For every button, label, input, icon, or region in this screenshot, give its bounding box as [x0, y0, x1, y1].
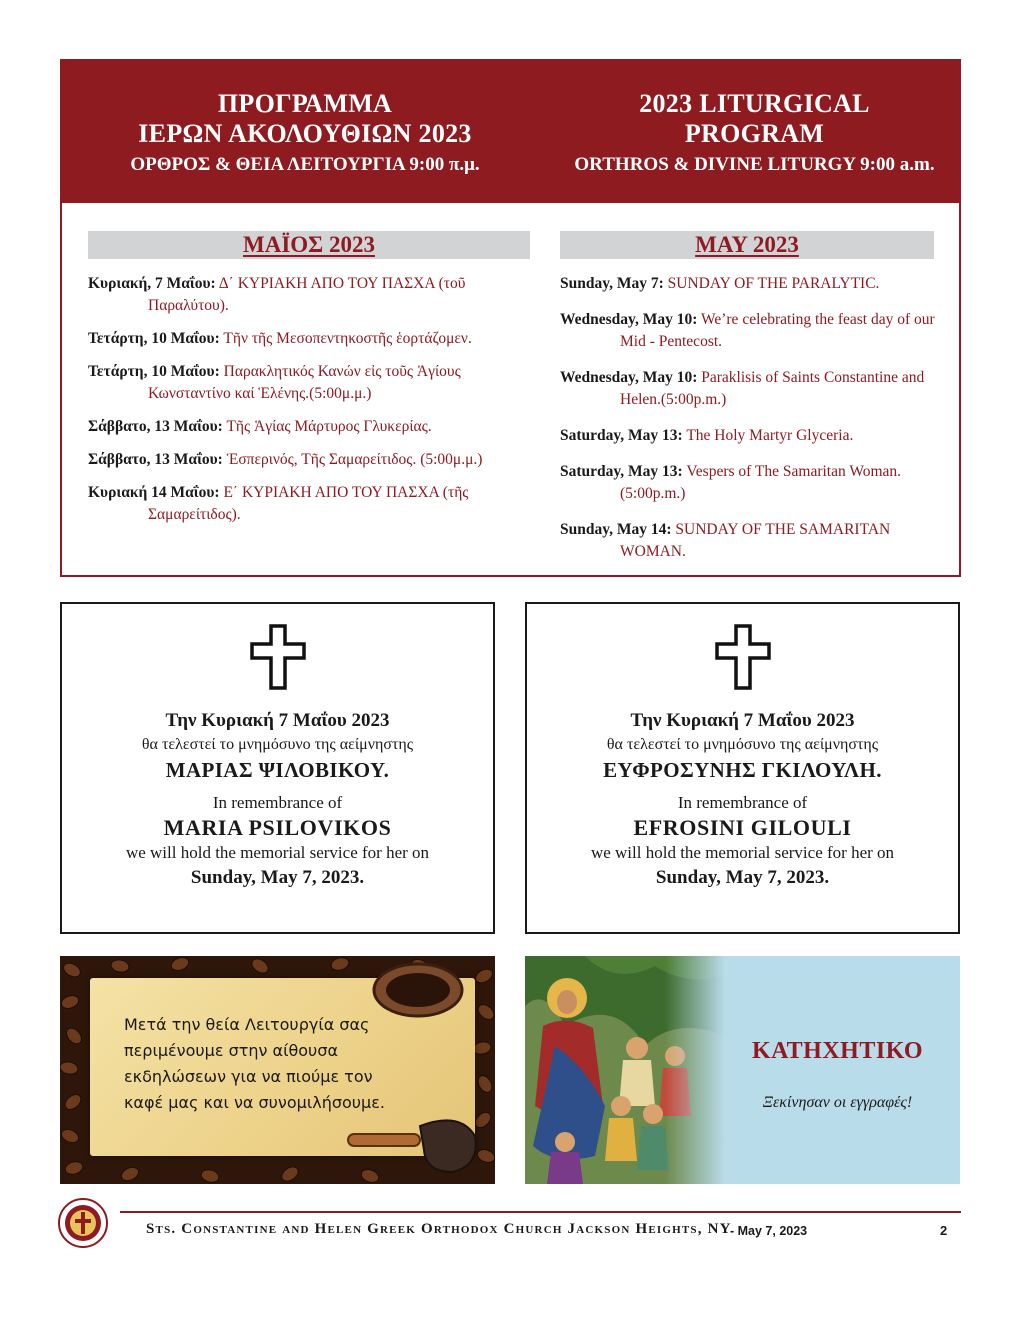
event-text: SUNDAY OF THE SAMARITAN WOMAN. [620, 521, 891, 560]
event-day: Τετάρτη, 10 Μαΐου: [88, 330, 220, 347]
event-day: Saturday, May 13: [560, 427, 683, 444]
event-item [88, 328, 538, 350]
footer-divider [120, 1211, 961, 1213]
event-day: Saturday, May 13: [560, 463, 683, 480]
event-item [560, 273, 950, 295]
month-heading-english [560, 231, 934, 259]
coffee-line: Μετά την θεία Λειτουργία σας [124, 1015, 370, 1034]
footer-church-name: Sts. Constantine and Helen Greek Orthodox Church Jackson Heights, NY [146, 1221, 732, 1237]
event-day: Wednesday, May 10: [560, 369, 698, 386]
memorial-notice [525, 602, 960, 934]
catechism-subtitle: Ξεκίνησαν οι εγγραφές! [762, 1094, 913, 1111]
event-item [560, 519, 950, 563]
event-item [88, 273, 538, 317]
month-label-greek: ΜΑΪΟΣ 2023 [243, 232, 375, 257]
memorial-name-greek: ΕΥΦΡΟΣΥΝΗΣ ΓΚΙΛΟΥΛΗ. [603, 758, 882, 782]
program-title-english-line1: 2023 LITURGICAL [639, 89, 870, 118]
event-list-greek [88, 273, 538, 537]
coffee-line: καφέ μας και να συνομιλήσουμε. [124, 1093, 385, 1112]
event-item [560, 461, 950, 505]
memorial-name-english: MARIA PSILOVIKOS [163, 815, 392, 840]
event-day: Σάββατο, 13 Μαΐου: [88, 451, 223, 468]
memorial-text [62, 708, 493, 892]
catechism-banner [525, 956, 960, 1184]
program-title-greek-line1: ΠΡΟΓΡΑΜΜΑ [217, 89, 393, 118]
event-text: We’re celebrating the feast day of our Mid - Pentecost. [620, 311, 935, 350]
coffee-pot-illustration [340, 1106, 490, 1176]
event-item [88, 449, 538, 471]
event-text: Ε΄ ΚΥΡΙΑΚΗ ΑΠΟ ΤΟΥ ΠΑΣΧΑ (τῆς Σαμαρείτιδος). [148, 484, 469, 523]
liturgical-program [60, 59, 961, 577]
christ-with-children-icon [525, 956, 725, 1184]
program-subtitle-greek: ΟΡΘΡΟΣ & ΘΕΙΑ ΛΕΙΤΟΥΡΓΙΑ 9:00 π.μ. [130, 154, 480, 175]
coffee-cup-illustration [360, 960, 470, 1020]
event-text: Τῆς Ἁγίας Μάρτυρος Γλυκερίας. [226, 418, 432, 435]
event-text: Vespers of The Samaritan Woman.(5:00p.m.) [620, 463, 902, 502]
catechism-title: ΚΑΤΗΧΗΤΙΚΟ [752, 1038, 923, 1064]
memorial-line-greek: θα τελεστεί το μνημόσυνο της αείμνηστης [141, 736, 414, 753]
month-heading-greek [88, 231, 530, 259]
event-text: Τῆν τῆς Μεσοπεντηκοστῆς ἑορτάζομεν. [223, 330, 472, 347]
event-day: Κυριακή 14 Μαΐου: [88, 484, 220, 501]
memorial-date-english: Sunday, May 7, 2023. [655, 867, 830, 888]
event-item [560, 309, 950, 353]
event-item [560, 425, 950, 447]
program-header-greek [62, 89, 548, 179]
program-title-greek-line2: ΙΕΡΩΝ ΑΚΟΛΟΥΘΙΩΝ 2023 [138, 119, 472, 148]
cross-icon [715, 624, 771, 690]
event-item [88, 416, 538, 438]
event-text: The Holy Martyr Glyceria. [686, 427, 854, 444]
event-day: Τετάρτη, 10 Μαΐου: [88, 363, 220, 380]
memorial-date-greek: Την Κυριακή 7 Μαΐου 2023 [630, 710, 855, 731]
coffee-line: εκδηλώσεων για να πιούμε τον [124, 1067, 373, 1086]
program-subtitle-english: ORTHROS & DIVINE LITURGY 9:00 a.m. [574, 154, 935, 175]
event-day: Sunday, May 7: [560, 275, 664, 292]
event-list-english [560, 273, 950, 577]
coffee-invitation-text [124, 1012, 444, 1116]
memorial-line2-english: we will hold the memorial service for her on [125, 843, 430, 862]
event-day: Κυριακή, 7 Μαΐου: [88, 275, 216, 292]
event-text: SUNDAY OF THE PARALYTIC. [667, 275, 880, 292]
memorial-line1-english: In remembrance of [212, 793, 343, 812]
coffee-line: περιμένουμε στην αίθουσα [124, 1041, 338, 1060]
event-day: Wednesday, May 10: [560, 311, 698, 328]
memorial-date-greek: Την Κυριακή 7 Μαΐου 2023 [165, 710, 390, 731]
event-day: Sunday, May 14: [560, 521, 672, 538]
event-item [560, 367, 950, 411]
event-text: Παρακλητικός Κανών εἰς τοῦς Ἁγίους Κωνσταντίνο καί Ἑλένης.(5:00μ.μ.) [148, 363, 461, 402]
program-title-english-line2: PROGRAM [684, 119, 825, 148]
memorial-notice [60, 602, 495, 934]
event-day: Σάββατο, 13 Μαΐου: [88, 418, 223, 435]
page-number: 2 [940, 1223, 948, 1238]
memorial-name-greek: ΜΑΡΙΑΣ ΨΙΛΟΒΙΚΟΥ. [165, 758, 390, 782]
event-text: Δ΄ ΚΥΡΙΑΚΗ ΑΠΟ ΤΟΥ ΠΑΣΧΑ (τοῦ Παραλύτου). [148, 275, 466, 314]
program-header-english [548, 89, 961, 179]
coffee-hour-banner [60, 956, 495, 1184]
month-label-english: MAY 2023 [695, 232, 799, 257]
program-header [62, 61, 959, 203]
event-text: Paraklisis of Saints Constantine and Helen.(5:00p.m.) [620, 369, 925, 408]
event-item [88, 482, 538, 526]
memorial-date-english: Sunday, May 7, 2023. [190, 867, 365, 888]
event-text: Ἑσπερινός, Τῆς Σαμαρείτιδος. (5:00μ.μ.) [226, 451, 483, 468]
footer-date: - May 7, 2023 [730, 1224, 808, 1238]
memorial-name-english: EFROSINI GILOULI [633, 815, 852, 840]
cross-icon [250, 624, 306, 690]
memorial-text [527, 708, 958, 892]
memorial-line2-english: we will hold the memorial service for her on [590, 843, 895, 862]
event-item [88, 361, 538, 405]
church-seal-icon [58, 1198, 108, 1248]
memorial-line-greek: θα τελεστεί το μνημόσυνο της αείμνηστης [606, 736, 879, 753]
memorial-line1-english: In remembrance of [677, 793, 808, 812]
